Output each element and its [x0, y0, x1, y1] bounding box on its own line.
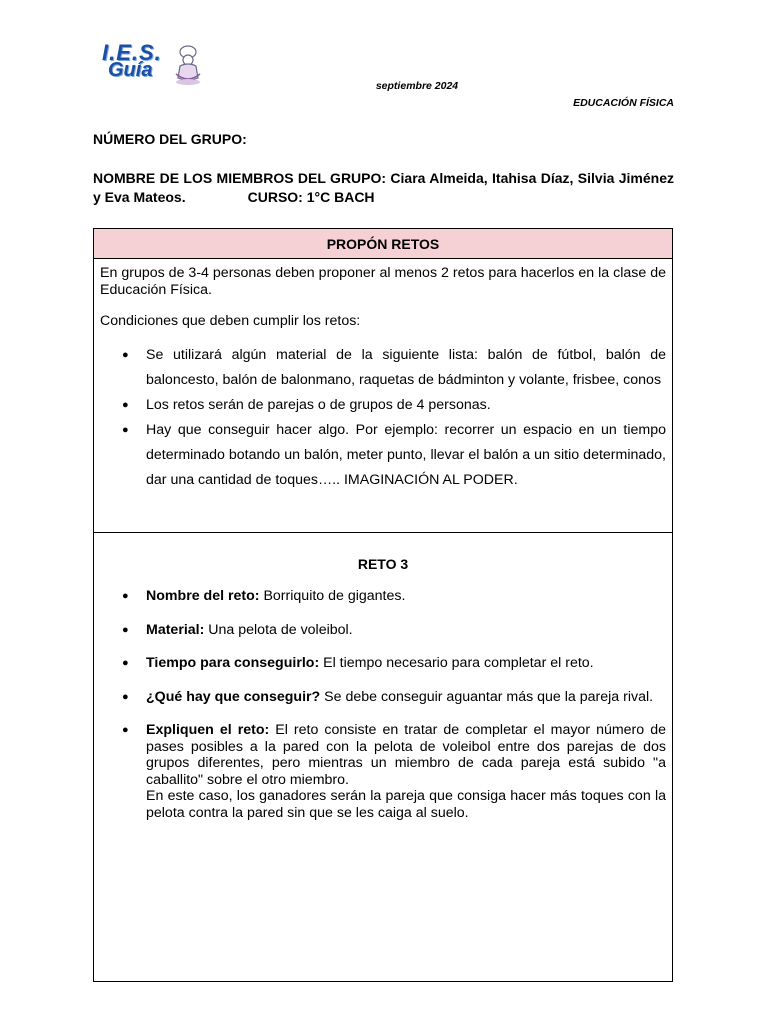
list-item [94, 655, 672, 672]
department-label: EDUCACIÓN FÍSICA [573, 97, 674, 109]
item-label: Material: [146, 621, 205, 638]
proposal-intro: En grupos de 3-4 personas deben proponer al menos 2 retos para hacerlos en la clase de Educación Física. [100, 265, 666, 298]
item-text: Borriquito de gigantes. [259, 588, 406, 604]
conditions-label: Condiciones que deben cumplir los retos: [100, 313, 361, 329]
item-text: Se debe conseguir aguantar más que la pareja rival. [320, 688, 654, 705]
list-item: ● Se utilizará algún material de la siguiente lista: balón de fútbol, balón de baloncesto, balón de balonmano, raquetas de bádminton y volante, frisbee, conos [100, 343, 666, 393]
logo-wordmark: I.E.S. Guía [102, 40, 162, 81]
challenge-title: RETO 3 [357, 556, 409, 572]
item-extra-text: En este caso, los ganadores serán la pareja que consiga hacer más toques con la pelota contra la pared sin que se les caiga al suelo. [146, 788, 666, 821]
list-item [94, 689, 672, 706]
item-label: Tiempo para conseguirlo: [146, 655, 320, 671]
members-text: NOMBRE DE LOS MIEMBROS DEL GRUPO: Ciara Almeida, Itahisa Díaz, Silvia Jiménez y Eva Mateos. [93, 170, 674, 205]
group-members [93, 169, 674, 207]
list-item [94, 722, 672, 821]
rules-list [100, 343, 666, 493]
course-label: CURSO: 1°C BACH [247, 189, 375, 205]
item-text: El tiempo necesario para completar el reto. [319, 655, 594, 671]
challenge-box [93, 532, 673, 982]
list-item: ● Los retos serán de parejas o de grupos de 4 personas. [100, 393, 666, 418]
challenge-details [94, 588, 672, 821]
list-item [94, 622, 672, 639]
proposal-body [94, 259, 672, 493]
item-label: Nombre del reto: [146, 588, 260, 604]
proposal-title: PROPÓN RETOS [94, 229, 672, 259]
group-number-label: NÚMERO DEL GRUPO: [93, 131, 247, 147]
list-item: ● Hay que conseguir hacer algo. Por ejemplo: recorrer un espacio en un tiempo determinado botando un balón, meter punto, llevar el balón a un sitio determinado, dar una cantidad de toques….. IMAGINACIÓN AL PODER. [100, 418, 666, 493]
item-label: ¿Qué hay que conseguir? [146, 688, 321, 705]
proposal-box [93, 228, 673, 533]
item-text: El reto consiste en tratar de completar el mayor número de pases posibles a la pared con la pelota de voleibol entre dos parejas de dos grupos diferentes, pero mientras un miembro de cada pareja está subido "a caballito" sobre el otro miembro. [146, 722, 666, 788]
item-label: Expliquen el reto: [146, 722, 270, 738]
document-date: septiembre 2024 [375, 80, 459, 92]
item-text: Una pelota de voleibol. [204, 621, 353, 638]
list-item [94, 588, 672, 605]
